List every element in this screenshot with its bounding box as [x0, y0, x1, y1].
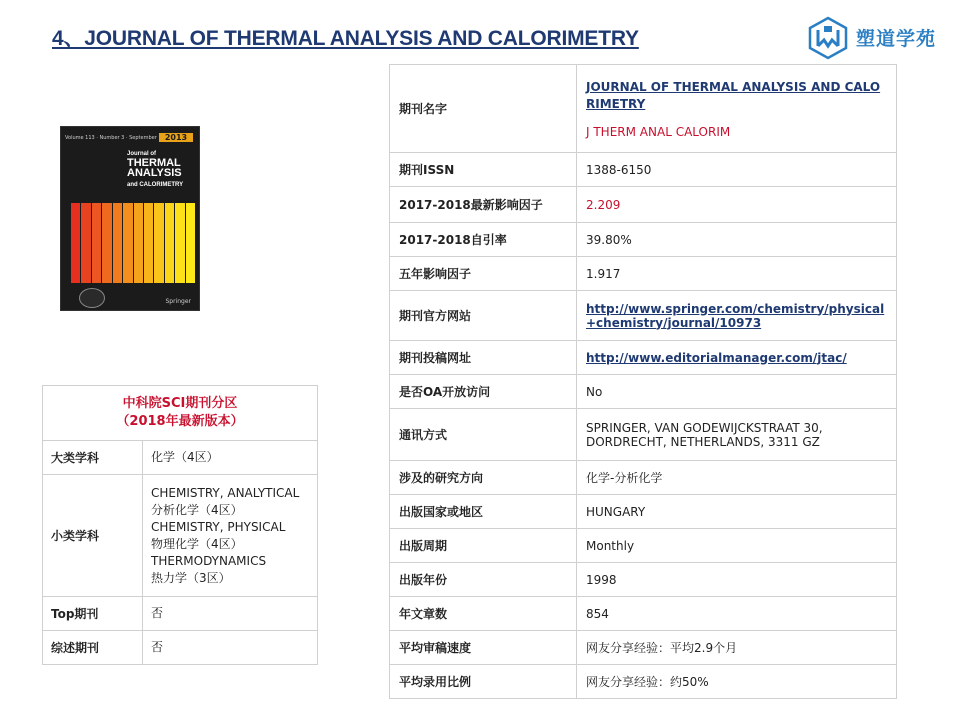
journal-info-row	[390, 665, 897, 699]
row-value	[577, 291, 897, 341]
cas-row-key: 综述期刊	[43, 631, 143, 665]
cas-row-value	[143, 441, 318, 475]
cover-stripe	[123, 203, 132, 283]
row-key: 是否OA开放访问	[390, 375, 577, 409]
row-value: 2.209	[577, 187, 897, 223]
journal-info-row	[390, 597, 897, 631]
row-value	[577, 341, 897, 375]
row-key: 期刊官方网站	[390, 291, 577, 341]
row-key: 平均录用比例	[390, 665, 577, 699]
cover-stripe	[165, 203, 174, 283]
journal-info-row	[390, 631, 897, 665]
journal-info-row	[390, 187, 897, 223]
cover-stripe	[81, 203, 90, 283]
row-key: 平均审稿速度	[390, 631, 577, 665]
row-key: 期刊ISSN	[390, 153, 577, 187]
row-value: SPRINGER, VAN GODEWIJCKSTRAAT 30, DORDRECHT, NETHERLANDS, 3311 GZ	[577, 409, 897, 461]
row-key: 期刊投稿网址	[390, 341, 577, 375]
cover-stripe	[102, 203, 111, 283]
cas-value-line: 化学（4区）	[151, 450, 219, 464]
journal-info-row	[390, 461, 897, 495]
row-value: HUNGARY	[577, 495, 897, 529]
journal-info-row	[390, 563, 897, 597]
row-key: 年文章数	[390, 597, 577, 631]
journal-info-row	[390, 257, 897, 291]
row-key: 通讯方式	[390, 409, 577, 461]
row-key: 出版国家或地区	[390, 495, 577, 529]
cover-stripe	[175, 203, 184, 283]
brand-logo	[806, 16, 941, 60]
journal-info-row	[390, 341, 897, 375]
cas-row	[43, 597, 318, 631]
row-value: 网友分享经验：平均2.9个月	[577, 631, 897, 665]
hexagon-logo-icon	[806, 16, 854, 60]
cover-publisher: Springer	[165, 298, 191, 305]
cover-stripe	[134, 203, 143, 283]
cover-volume-line: Volume 113 · Number 3 · September	[65, 135, 157, 141]
page-title: 4、JOURNAL OF THERMAL ANALYSIS AND CALORIMETRY	[52, 27, 639, 50]
cas-partition-table	[42, 385, 318, 665]
journal-name-cell	[577, 65, 897, 153]
journal-info-table	[389, 64, 897, 699]
cover-stripe	[144, 203, 153, 283]
journal-info-row	[390, 291, 897, 341]
journal-info-row	[390, 409, 897, 461]
cas-value-line: 否	[151, 640, 164, 654]
journal-cover-image	[60, 126, 200, 311]
cas-header-row	[43, 386, 318, 441]
cas-value-line: THERMODYNAMICS	[151, 553, 267, 568]
cas-value-line: 否	[151, 606, 164, 620]
cas-header: 中科院SCI期刊分区 （2018年最新版本）	[43, 386, 318, 441]
website-link[interactable]: http://www.editorialmanager.com/jtac/	[586, 350, 847, 365]
cover-title: Journal of THERMAL ANALYSIS and CALORIMETRY	[127, 151, 184, 188]
cover-stripe	[71, 203, 80, 283]
cas-value-line: CHEMISTRY, ANALYTICAL	[151, 485, 300, 500]
journal-info-row	[390, 223, 897, 257]
cover-stripe	[92, 203, 101, 283]
cas-value-line: 物理化学（4区）	[151, 536, 243, 551]
row-value: 1998	[577, 563, 897, 597]
cas-value-line: 热力学（3区）	[151, 570, 231, 585]
journal-info-row	[390, 529, 897, 563]
row-key: 涉及的研究方向	[390, 461, 577, 495]
journal-name-row	[390, 65, 897, 153]
journal-info-row	[390, 153, 897, 187]
cas-row-value	[143, 631, 318, 665]
cover-seal-icon	[79, 288, 105, 308]
row-key: 期刊名字	[390, 65, 577, 153]
row-key: 2017-2018自引率	[390, 223, 577, 257]
row-key: 出版年份	[390, 563, 577, 597]
cas-row-key: Top期刊	[43, 597, 143, 631]
logo-text: 塑道学苑	[856, 28, 937, 50]
cover-stripe	[186, 203, 195, 283]
cover-year: 2013	[159, 133, 193, 142]
row-value: 1388-6150	[577, 153, 897, 187]
row-value: 854	[577, 597, 897, 631]
cover-color-stripes	[71, 203, 195, 283]
journal-info-row	[390, 375, 897, 409]
row-key: 五年影响因子	[390, 257, 577, 291]
row-value: No	[577, 375, 897, 409]
website-link[interactable]: http://www.springer.com/chemistry/physical+chemistry/journal/10973	[586, 301, 885, 330]
row-key: 2017-2018最新影响因子	[390, 187, 577, 223]
cas-row-value	[143, 475, 318, 597]
cover-stripe	[154, 203, 163, 283]
cover-stripe	[113, 203, 122, 283]
cas-row	[43, 475, 318, 597]
row-value: 1.917	[577, 257, 897, 291]
cas-value-line: CHEMISTRY, PHYSICAL	[151, 519, 286, 534]
cas-value-line: 分析化学（4区）	[151, 502, 243, 517]
row-value: 化学-分析化学	[577, 461, 897, 495]
cas-row-key: 小类学科	[43, 475, 143, 597]
row-value: 网友分享经验：约50%	[577, 665, 897, 699]
cas-row	[43, 441, 318, 475]
cas-row-key: 大类学科	[43, 441, 143, 475]
journal-info-row	[390, 495, 897, 529]
journal-name-link[interactable]: JOURNAL OF THERMAL ANALYSIS AND CALORIMETRY	[586, 79, 881, 111]
cas-row-value	[143, 597, 318, 631]
row-key: 出版周期	[390, 529, 577, 563]
row-value: 39.80%	[577, 223, 897, 257]
journal-abbreviation: J THERM ANAL CALORIM	[586, 124, 731, 139]
cas-row	[43, 631, 318, 665]
row-value: Monthly	[577, 529, 897, 563]
